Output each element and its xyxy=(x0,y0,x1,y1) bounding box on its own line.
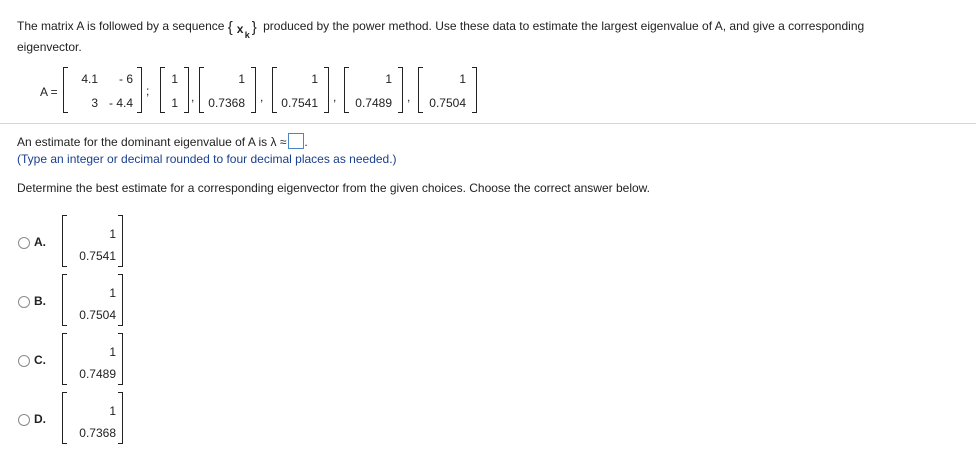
vector-x3-top: 1 xyxy=(385,72,392,86)
vector-x1-bracket-right xyxy=(251,67,256,113)
vector-x1-bottom: 0.7368 xyxy=(208,96,245,110)
option-d-bracket-right xyxy=(118,392,123,444)
option-d-radio[interactable] xyxy=(18,414,30,426)
vector-x4-bracket-right xyxy=(472,67,477,113)
option-c-bracket-right xyxy=(118,333,123,385)
option-a-bottom: 0.7541 xyxy=(79,249,116,263)
option-b-letter: B. xyxy=(34,294,46,308)
option-c-letter: C. xyxy=(34,353,46,367)
option-c-top: 1 xyxy=(109,345,116,359)
brace-open: { xyxy=(227,19,233,36)
matrix-label: A = xyxy=(40,85,58,99)
sequence-comma: , xyxy=(333,90,337,104)
option-a-bracket-right xyxy=(118,215,123,267)
option-a-top: 1 xyxy=(109,227,116,241)
matrix-cell-1-1: 4.1 xyxy=(81,72,98,86)
option-d-bracket-left xyxy=(62,392,67,444)
question-rest: produced by the power method. Use these data to estimate the largest eigenvalue of A, and give a corresponding xyxy=(259,19,865,33)
sequence-comma: , xyxy=(407,90,411,104)
option-b-top: 1 xyxy=(109,286,116,300)
eigenvalue-prompt-period: . xyxy=(304,135,308,149)
brace-close: } xyxy=(251,19,257,36)
matrix-cell-2-2: - 4.4 xyxy=(108,96,133,110)
matrix-bracket-left xyxy=(63,67,68,113)
vector-x4-bottom: 0.7504 xyxy=(429,96,466,110)
question-rest-line2: eigenvector. xyxy=(17,40,82,54)
vector-x4-top: 1 xyxy=(459,72,466,86)
option-b-bottom: 0.7504 xyxy=(79,308,116,322)
vector-x3-bracket-right xyxy=(398,67,403,113)
vector-x3-bottom: 0.7489 xyxy=(355,96,392,110)
option-c[interactable] xyxy=(0,333,200,389)
option-b-bracket-right xyxy=(118,274,123,326)
sequence-subscript: k xyxy=(244,30,250,40)
option-d[interactable] xyxy=(0,392,200,448)
option-c-radio[interactable] xyxy=(18,355,30,367)
option-b-radio[interactable] xyxy=(18,296,30,308)
vector-x0-bracket-right xyxy=(184,67,189,113)
vector-x0-top: 1 xyxy=(171,72,178,86)
option-c-bottom: 0.7489 xyxy=(79,367,116,381)
vector-x2-top: 1 xyxy=(311,72,318,86)
sequence-comma: , xyxy=(260,90,264,104)
option-d-letter: D. xyxy=(34,412,46,426)
eigenvalue-answer-input[interactable] xyxy=(288,133,304,149)
format-hint: (Type an integer or decimal rounded to four decimal places as needed.) xyxy=(17,152,397,166)
option-a-letter: A. xyxy=(34,235,46,249)
sequence-symbol: x xyxy=(236,22,244,36)
vector-x2-bottom: 0.7541 xyxy=(281,96,318,110)
option-d-bottom: 0.7368 xyxy=(79,426,116,440)
option-a-bracket-left xyxy=(62,215,67,267)
matrix-cell-1-2: - 6 xyxy=(118,72,133,86)
option-b[interactable] xyxy=(0,274,200,330)
vector-x2-bracket-right xyxy=(324,67,329,113)
eigenvalue-prompt-text: An estimate for the dominant eigenvalue of A is λ ≈ xyxy=(17,135,287,149)
matrix-separator: ; xyxy=(146,84,150,98)
option-a-radio[interactable] xyxy=(18,237,30,249)
matrix-cell-2-1: 3 xyxy=(91,96,98,110)
option-d-top: 1 xyxy=(109,404,116,418)
vector-x0-bottom: 1 xyxy=(171,96,178,110)
eigenvalue-prompt xyxy=(17,133,308,150)
sequence-comma: , xyxy=(191,90,195,104)
question-intro: The matrix A is followed by a sequence xyxy=(17,19,228,33)
vector-x1-top: 1 xyxy=(238,72,245,86)
option-c-bracket-left xyxy=(62,333,67,385)
matrix-bracket-right xyxy=(137,67,142,113)
divider xyxy=(0,123,976,124)
eigenvector-prompt: Determine the best estimate for a corresponding eigenvector from the given choices. Choose the correct answer below. xyxy=(17,181,650,195)
matrix-sequence-display xyxy=(0,0,976,130)
option-a[interactable] xyxy=(0,215,200,271)
option-b-bracket-left xyxy=(62,274,67,326)
